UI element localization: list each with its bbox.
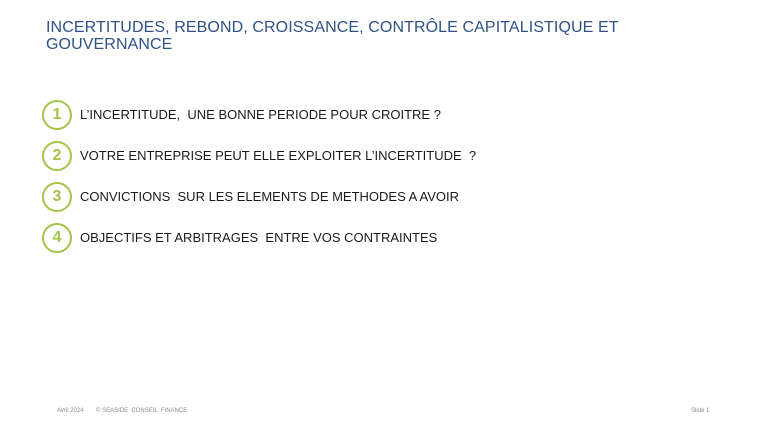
agenda-item-label: L’INCERTITUDE, UNE BONNE PERIODE POUR CROITRE ? <box>80 107 441 122</box>
number-3-badge: 3 <box>42 182 72 212</box>
footer-copyright: © SEASIDE CONSEIL FINANCE <box>96 408 188 414</box>
agenda-list <box>42 100 682 264</box>
number-1-badge: 1 <box>42 100 72 130</box>
agenda-item-label: CONVICTIONS SUR LES ELEMENTS DE METHODES A AVOIR <box>80 189 460 204</box>
agenda-item-1 <box>42 100 682 130</box>
agenda-item-4 <box>42 223 682 253</box>
number-4-badge: 4 <box>42 223 72 253</box>
slide-title: INCERTITUDES, REBOND, CROISSANCE, CONTRÔLE CAPITALISTIQUE ET GOUVERNANCE <box>46 19 619 53</box>
number-2-badge: 2 <box>42 141 72 171</box>
agenda-item-label: OBJECTIFS ET ARBITRAGES ENTRE VOS CONTRAINTES <box>80 230 438 245</box>
agenda-item-3 <box>42 182 682 212</box>
agenda-item-2 <box>42 141 682 171</box>
agenda-item-label: VOTRE ENTREPRISE PEUT ELLE EXPLOITER L’INCERTITUDE ? <box>80 148 477 163</box>
slide-number: Slide 1 <box>691 408 710 414</box>
footer-date: Avril 2024 <box>57 408 84 414</box>
